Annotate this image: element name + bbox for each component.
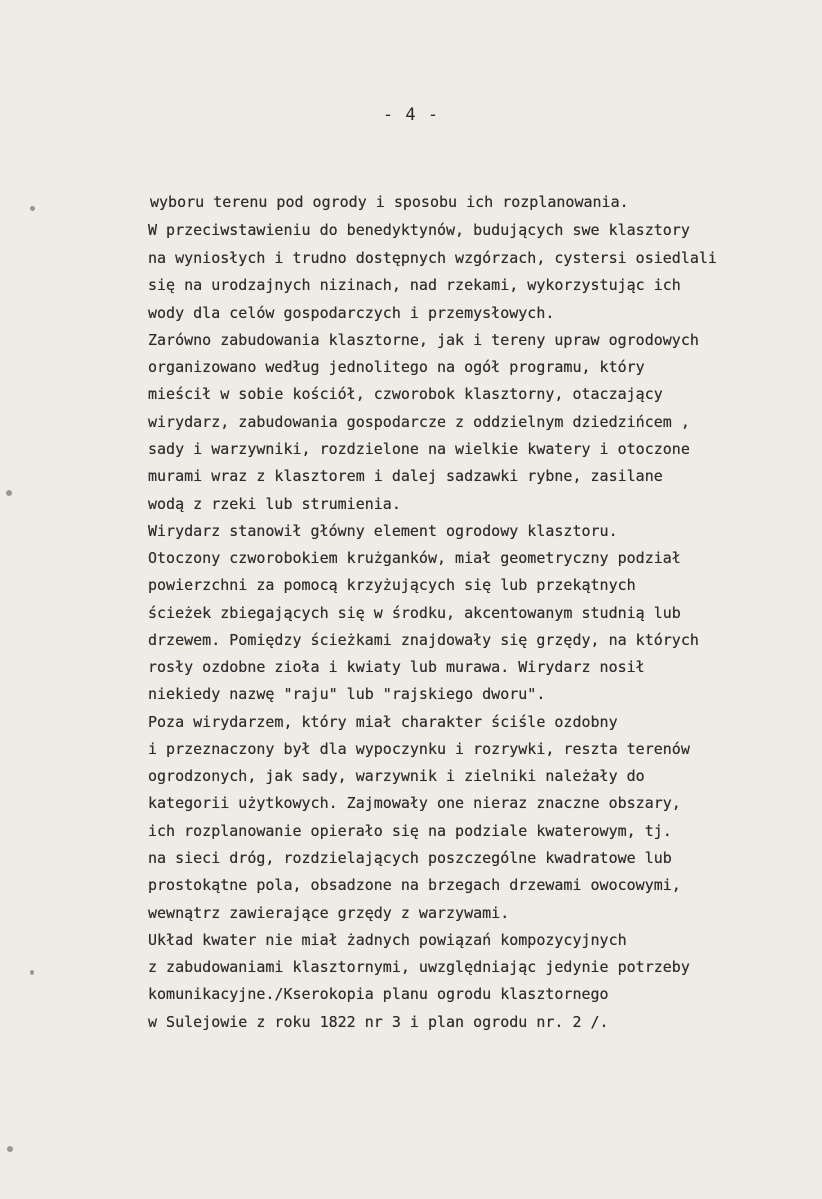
punch-hole-mark — [6, 490, 12, 496]
text-line: na sieci dróg, rozdzielających poszczególne kwadratowe lub — [148, 849, 672, 867]
punch-hole-mark — [30, 206, 35, 211]
text-line: powierzchni za pomocą krzyżujących się lub przekątnych — [148, 576, 636, 594]
text-line: drzewem. Pomiędzy ścieżkami znajdowały się grzędy, na których — [148, 631, 699, 649]
text-line: na wyniosłych i trudno dostępnych wzgórzach, cystersi osiedlali — [148, 249, 717, 267]
text-line: komunikacyjne./Kserokopia planu ogrodu klasztornego — [148, 985, 609, 1003]
text-line: ogrodzonych, jak sady, warzywnik i zielniki należały do — [148, 767, 645, 785]
text-line: wody dla celów gospodarczych i przemysłowych. — [148, 304, 555, 322]
text-line: z zabudowaniami klasztornymi, uwzględniając jedynie potrzeby — [148, 958, 690, 976]
text-line: organizowano według jednolitego na ogół programu, który — [148, 358, 645, 376]
text-line: ścieżek zbiegających się w środku, akcentowanym studnią lub — [148, 604, 681, 622]
text-line: kategorii użytkowych. Zajmowały one nieraz znaczne obszary, — [148, 794, 681, 812]
punch-hole-mark — [30, 970, 34, 975]
text-line: Układ kwater nie miał żadnych powiązań kompozycyjnych — [148, 931, 627, 949]
text-line: wodą z rzeki lub strumienia. — [148, 495, 401, 513]
text-line: i przeznaczony był dla wypoczynku i rozrywki, reszta terenów — [148, 740, 690, 758]
text-line: rosły ozdobne zioła i kwiaty lub murawa. Wirydarz nosił — [148, 658, 645, 676]
text-line: Otoczony czworobokiem krużganków, miał geometryczny podział — [148, 549, 681, 567]
text-line: niekiedy nazwę "raju" lub "rajskiego dworu". — [148, 685, 546, 703]
text-line: prostokątne pola, obsadzone na brzegach drzewami owocowymi, — [148, 876, 681, 894]
text-line: murami wraz z klasztorem i dalej sadzawki rybne, zasilane — [148, 467, 663, 485]
text-line: W przeciwstawieniu do benedyktynów, budujących swe klasztory — [148, 221, 690, 239]
text-line: Zarówno zabudowania klasztorne, jak i tereny upraw ogrodowych — [148, 331, 699, 349]
text-line: w Sulejowie z roku 1822 nr 3 i plan ogrodu nr. 2 /. — [148, 1013, 609, 1031]
text-line: wirydarz, zabudowania gospodarcze z oddzielnym dziedzińcem , — [148, 413, 690, 431]
text-line: mieścił w sobie kościół, czworobok klasztorny, otaczający — [148, 385, 663, 403]
text-line: Poza wirydarzem, który miał charakter ściśle ozdobny — [148, 713, 618, 731]
text-line: Wirydarz stanowił główny element ogrodowy klasztoru. — [148, 522, 618, 540]
text-line: ich rozplanowanie opierało się na podziale kwaterowym, tj. — [148, 822, 672, 840]
punch-hole-mark — [7, 1146, 13, 1152]
text-line: wewnątrz zawierające grzędy z warzywami. — [148, 904, 510, 922]
text-line: sady i warzywniki, rozdzielone na wielkie kwatery i otoczone — [148, 440, 690, 458]
page-number: - 4 - — [382, 105, 440, 125]
text-line: wyboru terenu pod ogrody i sposobu ich rozplanowania. — [150, 193, 629, 211]
text-line: się na urodzajnych nizinach, nad rzekami, wykorzystując ich — [148, 276, 681, 294]
